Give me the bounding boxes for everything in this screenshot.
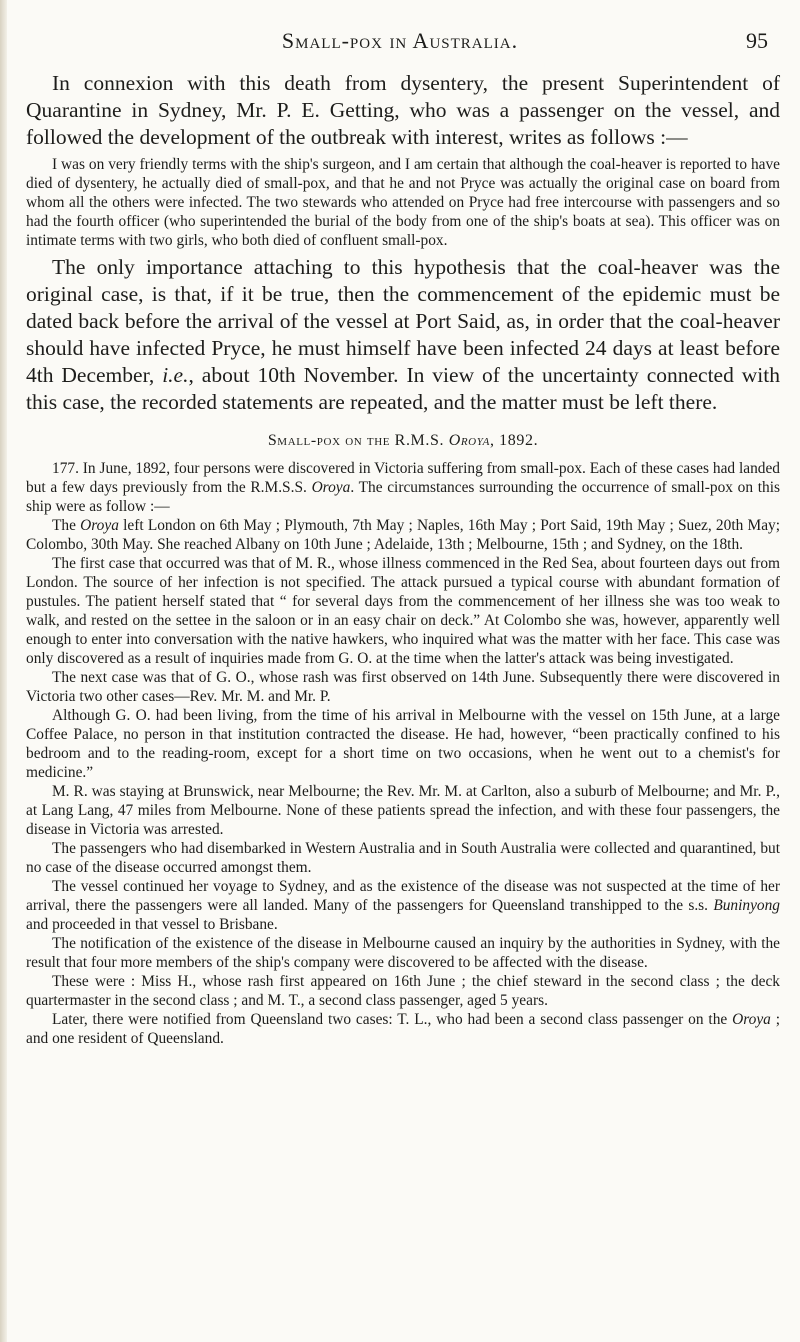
- itinerary-text-2: left London on 6th May ; Plymouth, 7th May ; Naples, 16th May ; Port Said, 19th May ; Suez, 20th May; Colombo, 30th May. She reached Albany on 10th June ; Adelaide, 13th ; Melbourne, 15th ; and Sydney, on the 18th.: [26, 517, 780, 553]
- itinerary-ship: Oroya: [80, 517, 119, 534]
- getting-quotation: I was on very friendly terms with the ship's surgeon, and I am certain that although the coal-heaver is reported to have died of dysentery, he actually died of small-pox, and that he and not Pryce was actually the original case on board from whom all the others were infected. The two stewards who attended on Pryce had free intercourse with passengers and so had the fourth officer (who superintended the burial of the body from one of the ship's boats at sea). This officer was on intimate terms with two girls, who both died of confluent small-pox.: [26, 156, 780, 249]
- next-case-paragraph: The next case was that of G. O., whose rash was first observed on 14th June. Subsequently there were discovered in Victoria two other cases—Rev. Mr. M. and Mr. P.: [26, 669, 780, 705]
- voyage-sydney-paragraph: [26, 877, 780, 934]
- voyage-text-2: and proceeded in that vessel to Brisbane.: [26, 916, 278, 933]
- notification-paragraph: The notification of the existence of the disease in Melbourne caused an inquiry by the authorities in Sydney, with the result that four more members of the ship's company were discovered to be affected with the disease.: [26, 935, 780, 971]
- section-heading-text: Small-pox on the R.M.S.: [267, 432, 449, 449]
- patients-location-paragraph: M. R. was staying at Brunswick, near Melbourne; the Rev. Mr. M. at Carlton, also a suburb of Melbourne; and Mr. P., at Lang Lang, 47 miles from Melbourne. None of these patients spread the infection, and with these four passengers, the disease in Victoria was arrested.: [26, 783, 780, 838]
- first-case-paragraph: The first case that occurred was that of M. R., whose illness commenced in the Red Sea, about fourteen days out from London. The source of her infection is not specified. The attack pursued a typical course with abundant formation of pustules. The patient herself stated that “ for several days from the commencement of her illness she was too weak to walk, and rested on the settee in the saloon or in an easy chair on deck.” At Colombo she was, however, apparently well enough to enter into conversation with the native hawkers, who inquired what was the matter with her face. This case was only discovered as a result of inquiries made from G. O. at the time when the latter's attack was being investigated.: [26, 555, 780, 667]
- queensland-cases-paragraph: [26, 1010, 780, 1048]
- voyage-ship: Buninyong: [713, 897, 780, 914]
- section-heading-ship: Oroya: [448, 432, 490, 449]
- coffee-palace-paragraph: Although G. O. had been living, from the time of his arrival in Melbourne with the vessel on 15th June, at a large Coffee Palace, no person in that institution contracted the disease. He had, however, “been practically confined to his bedroom and to the reading-room, except for a short time on two occasions, when he went out to a chemist's for medicine.”: [26, 707, 780, 781]
- paragraph-177: [26, 459, 780, 516]
- queensland-text-1: Later, there were notified from Queensland two cases: T. L., who had been a second class passenger on the: [52, 1011, 733, 1028]
- disembarked-paragraph: The passengers who had disembarked in Western Australia and in South Australia were collected and quarantined, but no case of the disease occurred amongst them.: [26, 840, 780, 876]
- p177-text-2: . The circumstances surrounding the occurrence of small-pox on this ship were as follow :—: [26, 479, 781, 515]
- itinerary-paragraph: [26, 516, 780, 554]
- hypothesis-text-1: The only importance attaching to this hypothesis that the coal-heaver was the original case, is that, if it be true, then the commencement of the epidemic must be dated back before the arrival of the vessel at Port Said, as, in order that the coal-heaver should have infected Pryce, he must himself have been infected 24 days at least before 4th December,: [26, 255, 780, 387]
- running-title: Small-pox in Australia.: [281, 28, 519, 53]
- section-heading: [26, 432, 780, 450]
- page-header: [0, 28, 800, 58]
- hypothesis-paragraph: [26, 254, 780, 416]
- queensland-text-2: ; and one resident of Queensland.: [26, 1011, 780, 1047]
- page-body: [26, 70, 780, 1048]
- additional-cases-paragraph: These were : Miss H., whose rash first appeared on 16th June ; the chief steward in the second class ; the deck quartermaster in the second class ; and M. T., a second class passenger, aged 5 years.: [26, 973, 780, 1009]
- hypothesis-text-2: , about 10th November. In view of the uncertainty connected with this case, the recorded statements are repeated, and the matter must be left there.: [26, 363, 780, 414]
- section-heading-year: , 1892.: [489, 432, 539, 449]
- p177-text-1: 177. In June, 1892, four persons were discovered in Victoria suffering from small-pox. Each of these cases had landed but a few days previously from the R.M.S.S.: [26, 460, 780, 496]
- intro-paragraph: In connexion with this death from dysentery, the present Superintendent of Quarantine in Sydney, Mr. P. E. Getting, who was a passenger on the vessel, and followed the development of the outbreak with interest, writes as follows :—: [26, 71, 780, 149]
- voyage-text-1: The vessel continued her voyage to Sydney, and as the existence of the disease was not suspected at the time of her arrival, there the passengers were all landed. Many of the passengers for Queensland transhipped to the s.s.: [26, 878, 780, 914]
- hypothesis-ie: i.e.: [162, 363, 189, 387]
- p177-ship: Oroya: [311, 479, 351, 496]
- queensland-ship: Oroya: [732, 1011, 771, 1028]
- itinerary-text-1: The: [52, 517, 81, 534]
- page-gutter-shadow: [0, 0, 7, 1342]
- page-number: 95: [746, 28, 768, 53]
